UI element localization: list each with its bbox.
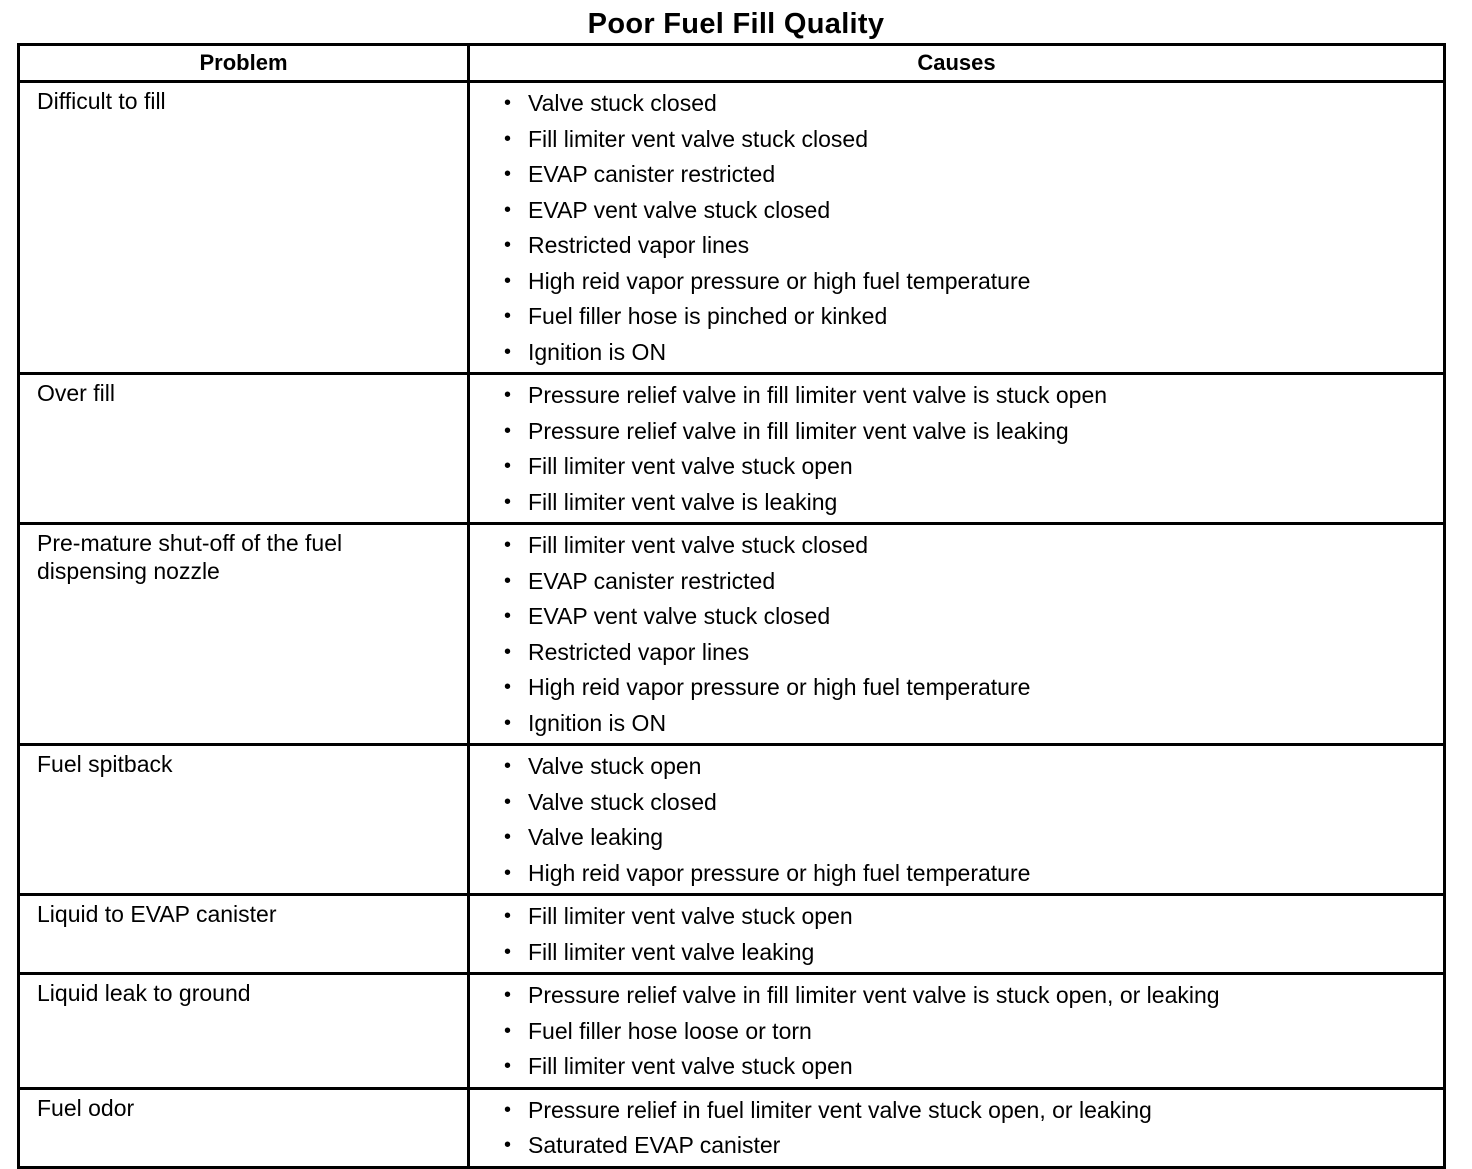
table-header-row <box>19 45 1445 82</box>
cause-item: • Valve stuck closed <box>504 86 1433 122</box>
table-row <box>19 745 1445 895</box>
causes-cell <box>469 1088 1445 1167</box>
cause-list <box>504 749 1433 891</box>
page-title: Poor Fuel Fill Quality <box>587 8 885 40</box>
cause-list <box>504 528 1433 741</box>
cause-item: • EVAP canister restricted <box>504 157 1433 193</box>
problem-cell: Fuel odor <box>19 1088 469 1167</box>
cause-item: • Pressure relief valve in fill limiter vent valve is leaking <box>504 414 1433 450</box>
cause-item: • Fuel filler hose loose or torn <box>504 1014 1433 1050</box>
cause-item: • Valve leaking <box>504 820 1433 856</box>
cause-item: • Saturated EVAP canister <box>504 1128 1433 1164</box>
problem-cell: Pre-mature shut-off of the fuel dispensing nozzle <box>19 524 469 745</box>
cause-item: • Fill limiter vent valve is leaking <box>504 485 1433 521</box>
cause-list <box>504 899 1433 970</box>
cause-item: • Fill limiter vent valve stuck closed <box>504 528 1433 564</box>
cause-item: • Ignition is ON <box>504 335 1433 371</box>
cause-item: • Fill limiter vent valve stuck open <box>504 899 1433 935</box>
cause-item: • Fill limiter vent valve stuck open <box>504 449 1433 485</box>
cause-item: • Fill limiter vent valve stuck closed <box>504 122 1433 158</box>
causes-cell <box>469 745 1445 895</box>
problem-cell: Fuel spitback <box>19 745 469 895</box>
cause-item: • Pressure relief valve in fill limiter vent valve is stuck open <box>504 378 1433 414</box>
cause-list <box>504 86 1433 370</box>
table-row <box>19 1088 1445 1167</box>
cause-item: • Restricted vapor lines <box>504 635 1433 671</box>
table-row <box>19 974 1445 1089</box>
cause-item: • High reid vapor pressure or high fuel temperature <box>504 670 1433 706</box>
cause-item: • High reid vapor pressure or high fuel temperature <box>504 264 1433 300</box>
diagnosis-table <box>17 43 1446 1169</box>
cause-item: • Valve stuck closed <box>504 785 1433 821</box>
cause-item: • Fill limiter vent valve stuck open <box>504 1049 1433 1085</box>
cause-item: • Pressure relief in fuel limiter vent valve stuck open, or leaking <box>504 1093 1433 1129</box>
cause-list <box>504 378 1433 520</box>
problem-cell: Over fill <box>19 374 469 524</box>
table-body <box>19 82 1445 1168</box>
table-row <box>19 895 1445 974</box>
causes-cell <box>469 974 1445 1089</box>
cause-item: • EVAP vent valve stuck closed <box>504 599 1433 635</box>
problem-cell: Liquid leak to ground <box>19 974 469 1089</box>
cause-item: • High reid vapor pressure or high fuel temperature <box>504 856 1433 892</box>
cause-item: • EVAP vent valve stuck closed <box>504 193 1433 229</box>
causes-cell <box>469 895 1445 974</box>
cause-item: • Fuel filler hose is pinched or kinked <box>504 299 1433 335</box>
cause-item: • EVAP canister restricted <box>504 564 1433 600</box>
cause-item: • Ignition is ON <box>504 706 1433 742</box>
cause-item: • Restricted vapor lines <box>504 228 1433 264</box>
causes-column-header: Causes <box>469 45 1445 82</box>
table-row <box>19 524 1445 745</box>
cause-item: • Fill limiter vent valve leaking <box>504 935 1433 971</box>
table-row <box>19 82 1445 374</box>
causes-cell <box>469 524 1445 745</box>
cause-item: • Pressure relief valve in fill limiter vent valve is stuck open, or leaking <box>504 978 1433 1014</box>
cause-list <box>504 978 1433 1085</box>
causes-cell <box>469 82 1445 374</box>
problem-column-header: Problem <box>19 45 469 82</box>
causes-cell <box>469 374 1445 524</box>
cause-list <box>504 1093 1433 1164</box>
problem-cell: Difficult to fill <box>19 82 469 374</box>
table-row <box>19 374 1445 524</box>
cause-item: • Valve stuck open <box>504 749 1433 785</box>
problem-cell: Liquid to EVAP canister <box>19 895 469 974</box>
